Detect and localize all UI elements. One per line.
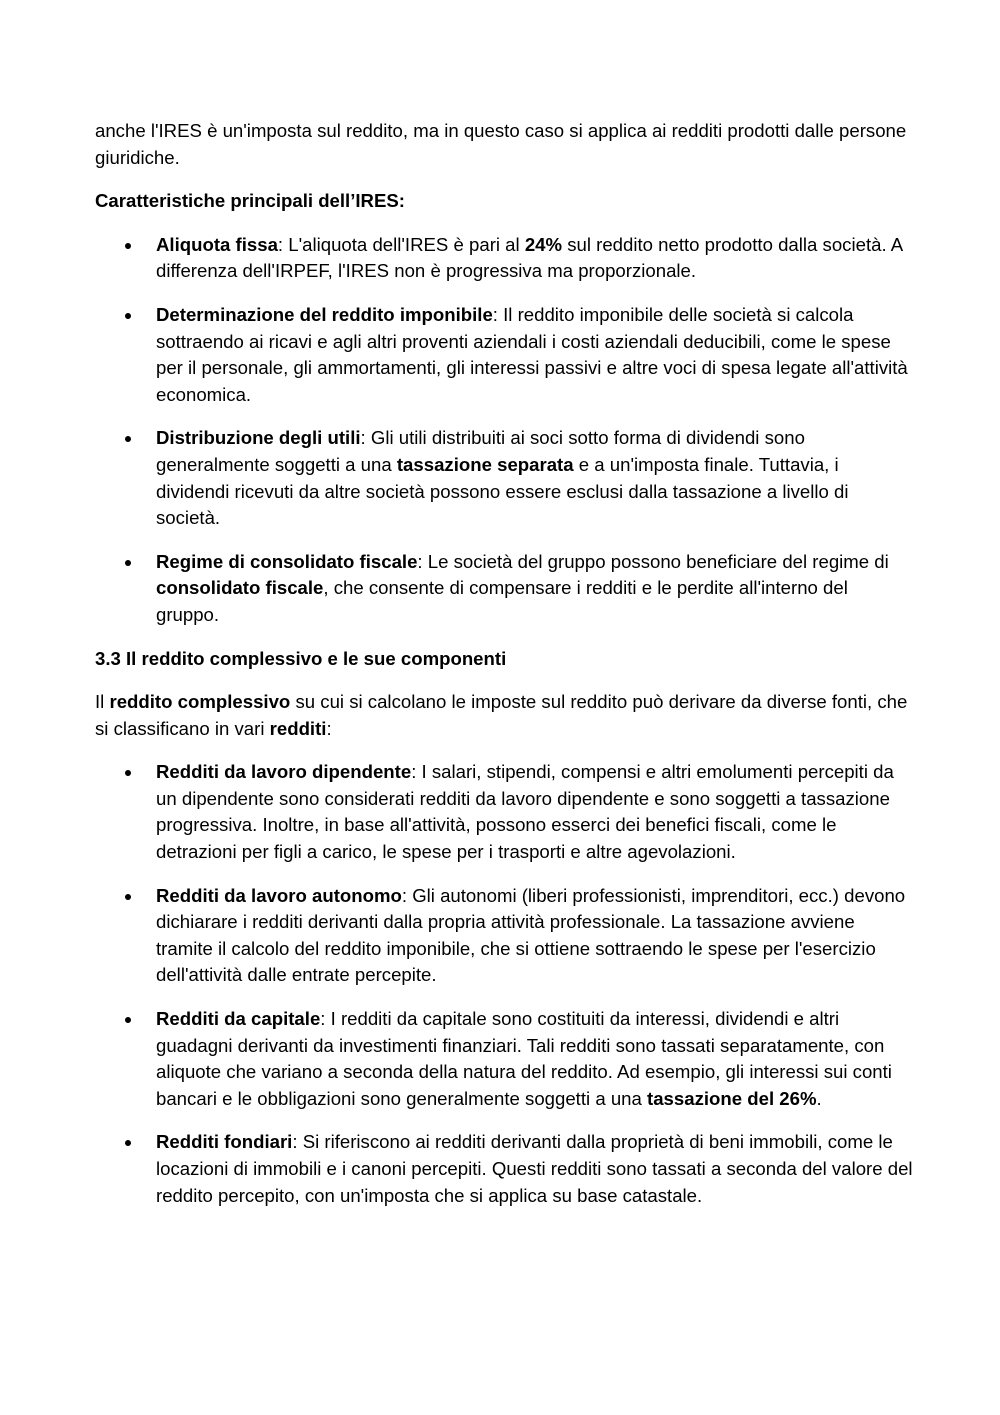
bullet-icon: [125, 436, 131, 442]
list-item: [95, 232, 913, 285]
bullet-icon: [125, 894, 131, 900]
bold-text: Redditi da capitale: [156, 1008, 321, 1030]
list-item-text: Redditi fondiari: Si riferiscono ai redditi derivanti dalla proprietà di beni immobili, come le locazioni di immobili e i canoni percepiti. Questi redditi sono tassati a seconda del valore del reddito percepito, con un'imposta che si applica su base catastale.: [156, 1131, 913, 1206]
list-item-text: Regime di consolidato fiscale: Le società del gruppo possono beneficiare del regime di consolidato fiscale, che consente di compensare i redditi e le perdite all'interno del gruppo.: [156, 550, 889, 625]
bullet-icon: [125, 1017, 131, 1023]
list-item: [95, 549, 913, 629]
bold-text: reddito complessivo: [109, 691, 291, 713]
ires-characteristics-list: [95, 232, 913, 629]
list-item-text: Redditi da lavoro autonomo: Gli autonomi (liberi professionisti, imprenditori, ecc.) devono dichiarare i redditi derivanti dalla propria attività professionale. La tassazione avviene tramite il calcolo del reddito imponibile, che si ottiene sottraendo le spese per l'esercizio dell'attività dalle entrate percepite.: [156, 884, 906, 986]
page-content: [95, 118, 913, 1226]
bold-text: Determinazione del reddito imponibile: [156, 303, 493, 325]
bold-text: tassazione del 26%: [647, 1087, 817, 1109]
bold-text: Distribuzione degli utili: [156, 427, 361, 449]
bullet-icon: [125, 1140, 131, 1146]
list-item: [95, 1129, 913, 1209]
list-item: [95, 425, 913, 531]
bold-text: Aliquota fissa: [156, 233, 278, 255]
bullet-icon: [125, 313, 131, 319]
bold-text: Redditi da lavoro dipendente: [156, 761, 412, 783]
bullet-icon: [125, 243, 131, 249]
bold-text: Redditi da lavoro autonomo: [156, 884, 402, 906]
bold-text: redditi: [269, 717, 327, 739]
section-intro-paragraph: Il reddito complessivo su cui si calcolano le imposte sul reddito può derivare da diverse fonti, che si classificano in vari redditi:: [95, 691, 908, 739]
income-types-list: [95, 759, 913, 1209]
bold-text: consolidato fiscale: [156, 577, 324, 599]
bullet-icon: [125, 560, 131, 566]
list-item-text: Redditi da capitale: I redditi da capitale sono costituiti da interessi, dividendi e altri guadagni derivanti da investimenti finanziari. Tali redditi sono tassati separatamente, con aliquote che variano a seconda della natura del reddito. Ad esempio, gli interessi sui conti bancari e le obbligazioni sono generalmente soggetti a una tassazione del 26%.: [156, 1008, 892, 1109]
ires-heading: Caratteristiche principali dell’IRES:: [95, 190, 405, 212]
intro-paragraph: anche l'IRES è un'imposta sul reddito, ma in questo caso si applica ai redditi prodotti dalle persone giuridiche.: [95, 120, 907, 168]
list-item-text: Determinazione del reddito imponibile: Il reddito imponibile delle società si calcola sottraendo ai ricavi e agli altri proventi aziendali i costi aziendali deducibili, come le spese per il personale, gli ammortamenti, gli interessi passivi e altre voci di spesa legate all'attività economica.: [156, 303, 908, 405]
bold-text: tassazione separata: [396, 453, 574, 475]
bold-text: 24%: [524, 233, 563, 255]
list-item: [95, 759, 913, 865]
list-item: [95, 302, 913, 408]
list-item-text: Aliquota fissa: L'aliquota dell'IRES è pari al 24% sul reddito netto prodotto dalla società. A differenza dell'IRPEF, l'IRES non è progressiva ma proporzionale.: [156, 233, 903, 282]
bullet-icon: [125, 770, 131, 776]
list-item-text: Redditi da lavoro dipendente: I salari, stipendi, compensi e altri emolumenti percepiti da un dipendente sono considerati redditi da lavoro dipendente e sono soggetti a tassazione progressiva. Inoltre, in base all'attività, possono esserci dei benefici fiscali, come le detrazioni per figli a carico, le spese per i trasporti e altre agevolazioni.: [156, 761, 894, 863]
section-heading: 3.3 Il reddito complessivo e le sue componenti: [95, 647, 507, 669]
bold-text: Redditi fondiari: [156, 1131, 293, 1153]
list-item: [95, 883, 913, 989]
bold-text: Regime di consolidato fiscale: [156, 550, 418, 572]
list-item: [95, 1006, 913, 1112]
list-item-text: Distribuzione degli utili: Gli utili distribuiti ai soci sotto forma di dividendi sono generalmente soggetti a una tassazione separata e a un'imposta finale. Tuttavia, i dividendi ricevuti da altre società possono essere esclusi dalla tassazione a livello di società.: [156, 427, 849, 529]
